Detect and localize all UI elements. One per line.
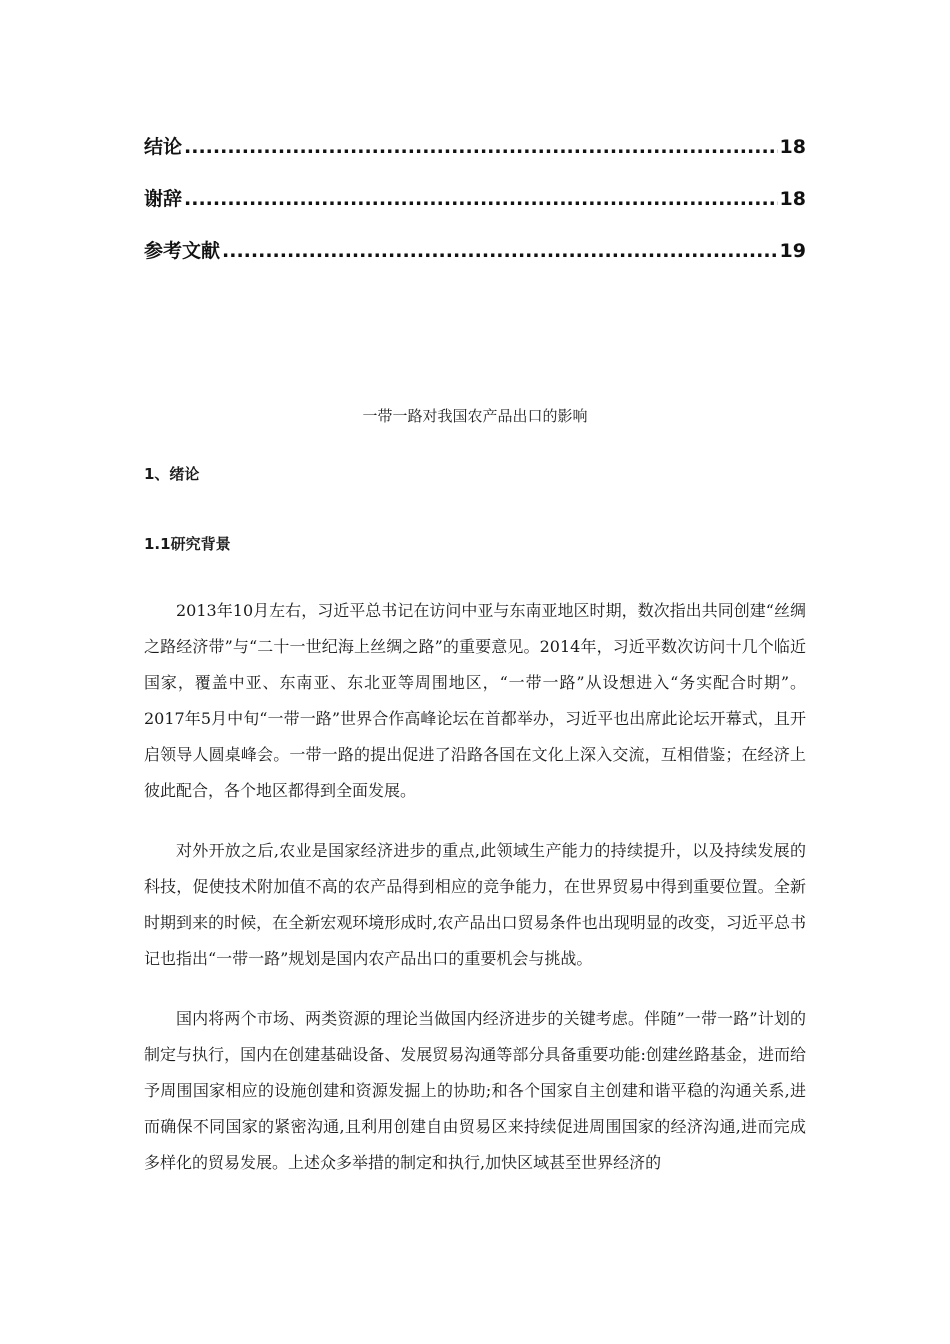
- paragraph: 国内将两个市场、两类资源的理论当做国内经济进步的关键考虑。伴随”一带一路”计划的制定与执行，国内在创建基础设备、发展贸易沟通等部分具备重要功能:创建丝路基金，进而给予周围国家相应的设施创建和资源发掘上的协助;和各个国家自主创建和谐平稳的沟通关系,进而确保不同国家的紧密沟通,且利用创建自由贸易区来持续促进周围国家的经济沟通,进而完成多样化的贸易发展。上述众多举措的制定和执行,加快区域甚至世界经济的: [144, 1009, 806, 1172]
- toc-entry-title: 结论: [144, 136, 183, 158]
- toc-entry-title: 参考文献: [144, 240, 221, 262]
- toc-entry-title: 谢辞: [144, 188, 183, 210]
- document-title: 一带一路对我国农产品出口的影响: [362, 407, 588, 425]
- toc-entry-acknowledgements[interactable]: [144, 184, 806, 236]
- toc-entry-page: 18: [779, 188, 806, 210]
- toc-entry-page: 18: [779, 136, 806, 158]
- toc-entry-conclusion[interactable]: [144, 132, 806, 184]
- toc-leader-dots: [184, 188, 778, 210]
- paragraph: 2013年10月左右，习近平总书记在访问中亚与东南亚地区时期，数次指出共同创建“丝绸之路经济带”与“二十一世纪海上丝绸之路”的重要意见。2014年，习近平数次访问十几个临近国家，覆盖中亚、东南亚、东北亚等周围地区，“一带一路”从设想进入“务实配合时期”。2017年5月中旬“一带一路”世界合作高峰论坛在首都举办，习近平也出席此论坛开幕式，且开启领导人圆桌峰会。一带一路的提出促进了沿路各国在文化上深入交流，互相借鉴；在经济上彼此配合，各个地区都得到全面发展。: [144, 601, 806, 800]
- toc-leader-dots: [184, 136, 778, 158]
- toc-entry-references[interactable]: [144, 236, 806, 288]
- subsection-heading: 1.1研究背景: [144, 535, 231, 553]
- body-text: [144, 593, 806, 1205]
- paragraph: 对外开放之后,农业是国家经济进步的重点,此领域生产能力的持续提升，以及持续发展的科技，促使技术附加值不高的农产品得到相应的竞争能力，在世界贸易中得到重要位置。全新时期到来的时候，在全新宏观环境形成时,农产品出口贸易条件也出现明显的改变，习近平总书记也指出“一带一路”规划是国内农产品出口的重要机会与挑战。: [144, 841, 806, 968]
- toc-entry-page: 19: [779, 240, 806, 262]
- toc-leader-dots: [222, 240, 778, 262]
- section-heading: 1、绪论: [144, 465, 200, 483]
- table-of-contents: [144, 132, 806, 288]
